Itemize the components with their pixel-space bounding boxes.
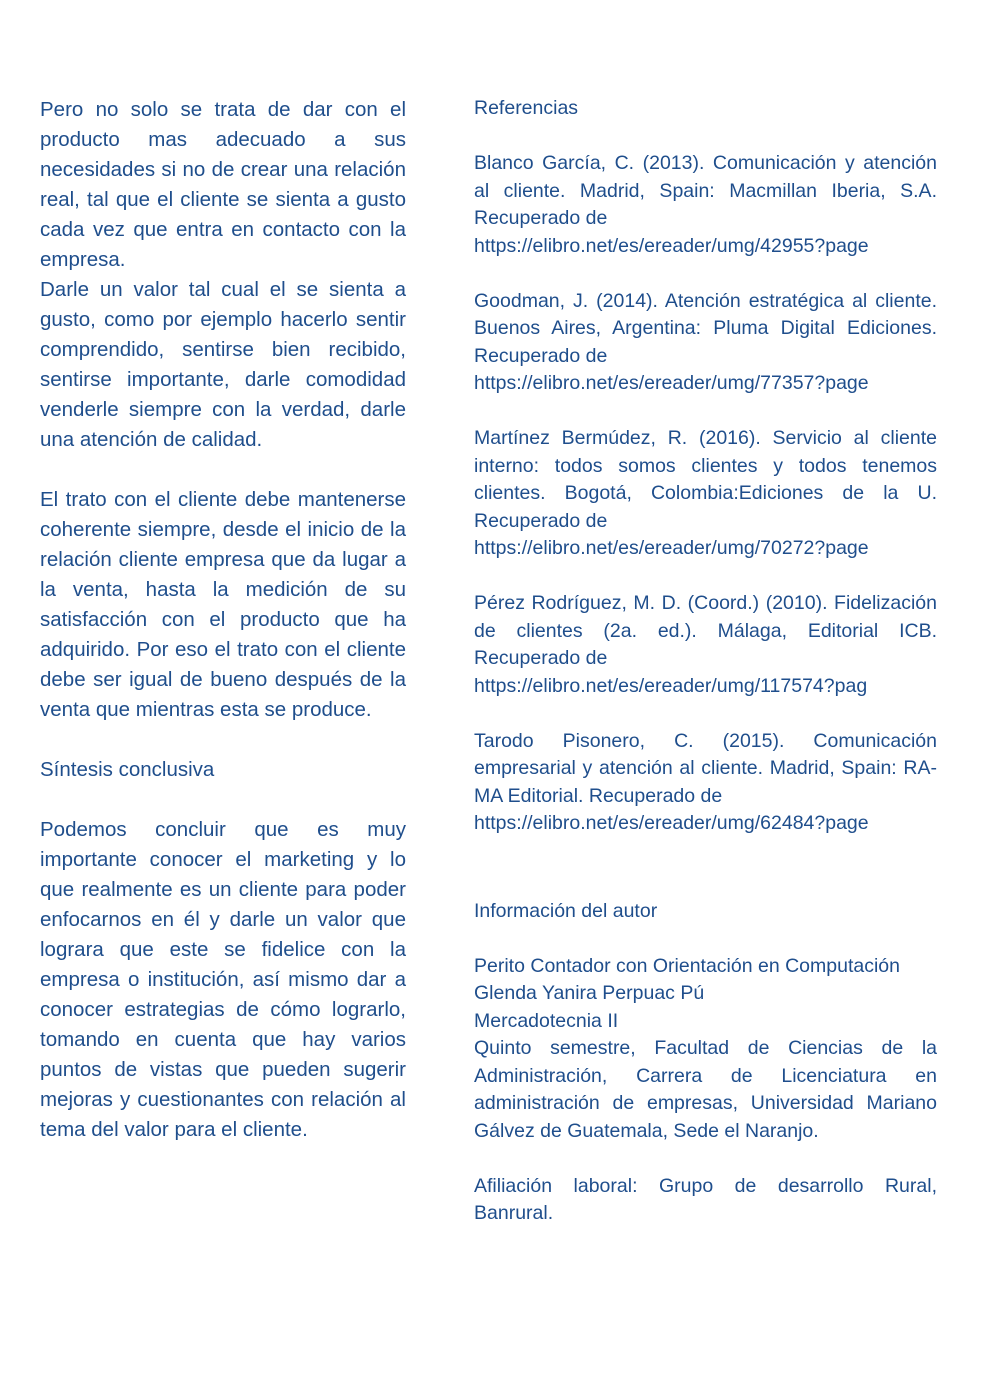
author-info-heading: Información del autor (474, 899, 658, 922)
reference-item (474, 150, 937, 260)
reference-url: https://elibro.net/es/ereader/umg/62484?page (474, 812, 869, 834)
author-name: Glenda Yanira Perpuac Pú (474, 982, 705, 1004)
paragraph-customer-value: Darle un valor tal cual el se sienta a gusto, como por ejemplo hacerlo sentir comprendido, sentirse bien recibido, sentirse importante, darle comodidad venderle siempre con la verdad, darle una atención de calidad. (40, 278, 406, 451)
author-semester: Quinto semestre, Facultad de Ciencias de la Administración, Carrera de Licenciatura en administración de empresas, Universidad Mariano Gálvez de Guatemala, Sede el Naranjo. (474, 1037, 937, 1142)
reference-item (474, 288, 937, 398)
reference-url: https://elibro.net/es/ereader/umg/77357?page (474, 372, 869, 394)
author-title: Perito Contador con Orientación en Computación (474, 954, 900, 977)
reference-item (474, 590, 937, 700)
author-course: Mercadotecnia II (474, 1009, 619, 1032)
reference-text: Martínez Bermúdez, R. (2016). Servicio al cliente interno: todos somos clientes y todos tenemos clientes. Bogotá, Colombia:Ediciones de la U. Recuperado de (474, 427, 937, 532)
paragraph-conclusion: Podemos concluir que es muy importante conocer el marketing y lo que realmente es un cliente para poder enfocarnos en él y darle un valor que lograra que este se fidelice con la empresa o institución, así mismo dar a conocer estrategias de cómo lograrlo, tomando en cuenta que hay varios puntos de vistas que pueden sugerir mejoras y cuestionantes con relación al tema del valor para el cliente. (40, 818, 406, 1141)
reference-text: Blanco García, C. (2013). Comunicación y atención al cliente. Madrid, Spain: Macmillan Iberia, S.A. Recuperado de (474, 152, 937, 229)
right-column (474, 95, 937, 1228)
references-heading: Referencias (474, 97, 579, 119)
reference-text: Pérez Rodríguez, M. D. (Coord.) (2010). Fidelización de clientes (2a. ed.). Málaga, Editorial ICB. Recuperado de (474, 592, 937, 669)
reference-url: https://elibro.net/es/ereader/umg/70272?page (474, 537, 869, 559)
reference-url: https://elibro.net/es/ereader/umg/42955?page (474, 234, 869, 257)
reference-item (474, 728, 937, 838)
reference-url: https://elibro.net/es/ereader/umg/117574?pag (474, 674, 868, 697)
paragraph-customer-treatment: El trato con el cliente debe mantenerse coherente siempre, desde el inicio de la relación cliente empresa que da lugar a la venta, hasta la medición de su satisfacción con el producto que ha adquirido. Por eso el trato con el cliente debe ser igual de bueno después de la venta que mientras esta se produce. (40, 488, 406, 721)
reference-item (474, 425, 937, 563)
paragraph-customer-relationship: Pero no solo se trata de dar con el producto mas adecuado a sus necesidades si no de crear una relación real, tal que el cliente se sienta a gusto cada vez que entra en contacto con la empresa. (40, 98, 406, 271)
reference-text: Tarodo Pisonero, C. (2015). Comunicación empresarial y atención al cliente. Madrid, Spain: RA-MA Editorial. Recuperado de (474, 729, 937, 807)
left-column (40, 95, 406, 1145)
author-affiliation: Afiliación laboral: Grupo de desarrollo Rural, Banrural. (474, 1174, 937, 1224)
synthesis-heading: Síntesis conclusiva (40, 758, 215, 781)
reference-text: Goodman, J. (2014). Atención estratégica al cliente. Buenos Aires, Argentina: Pluma Digital Ediciones. Recuperado de (474, 289, 937, 367)
